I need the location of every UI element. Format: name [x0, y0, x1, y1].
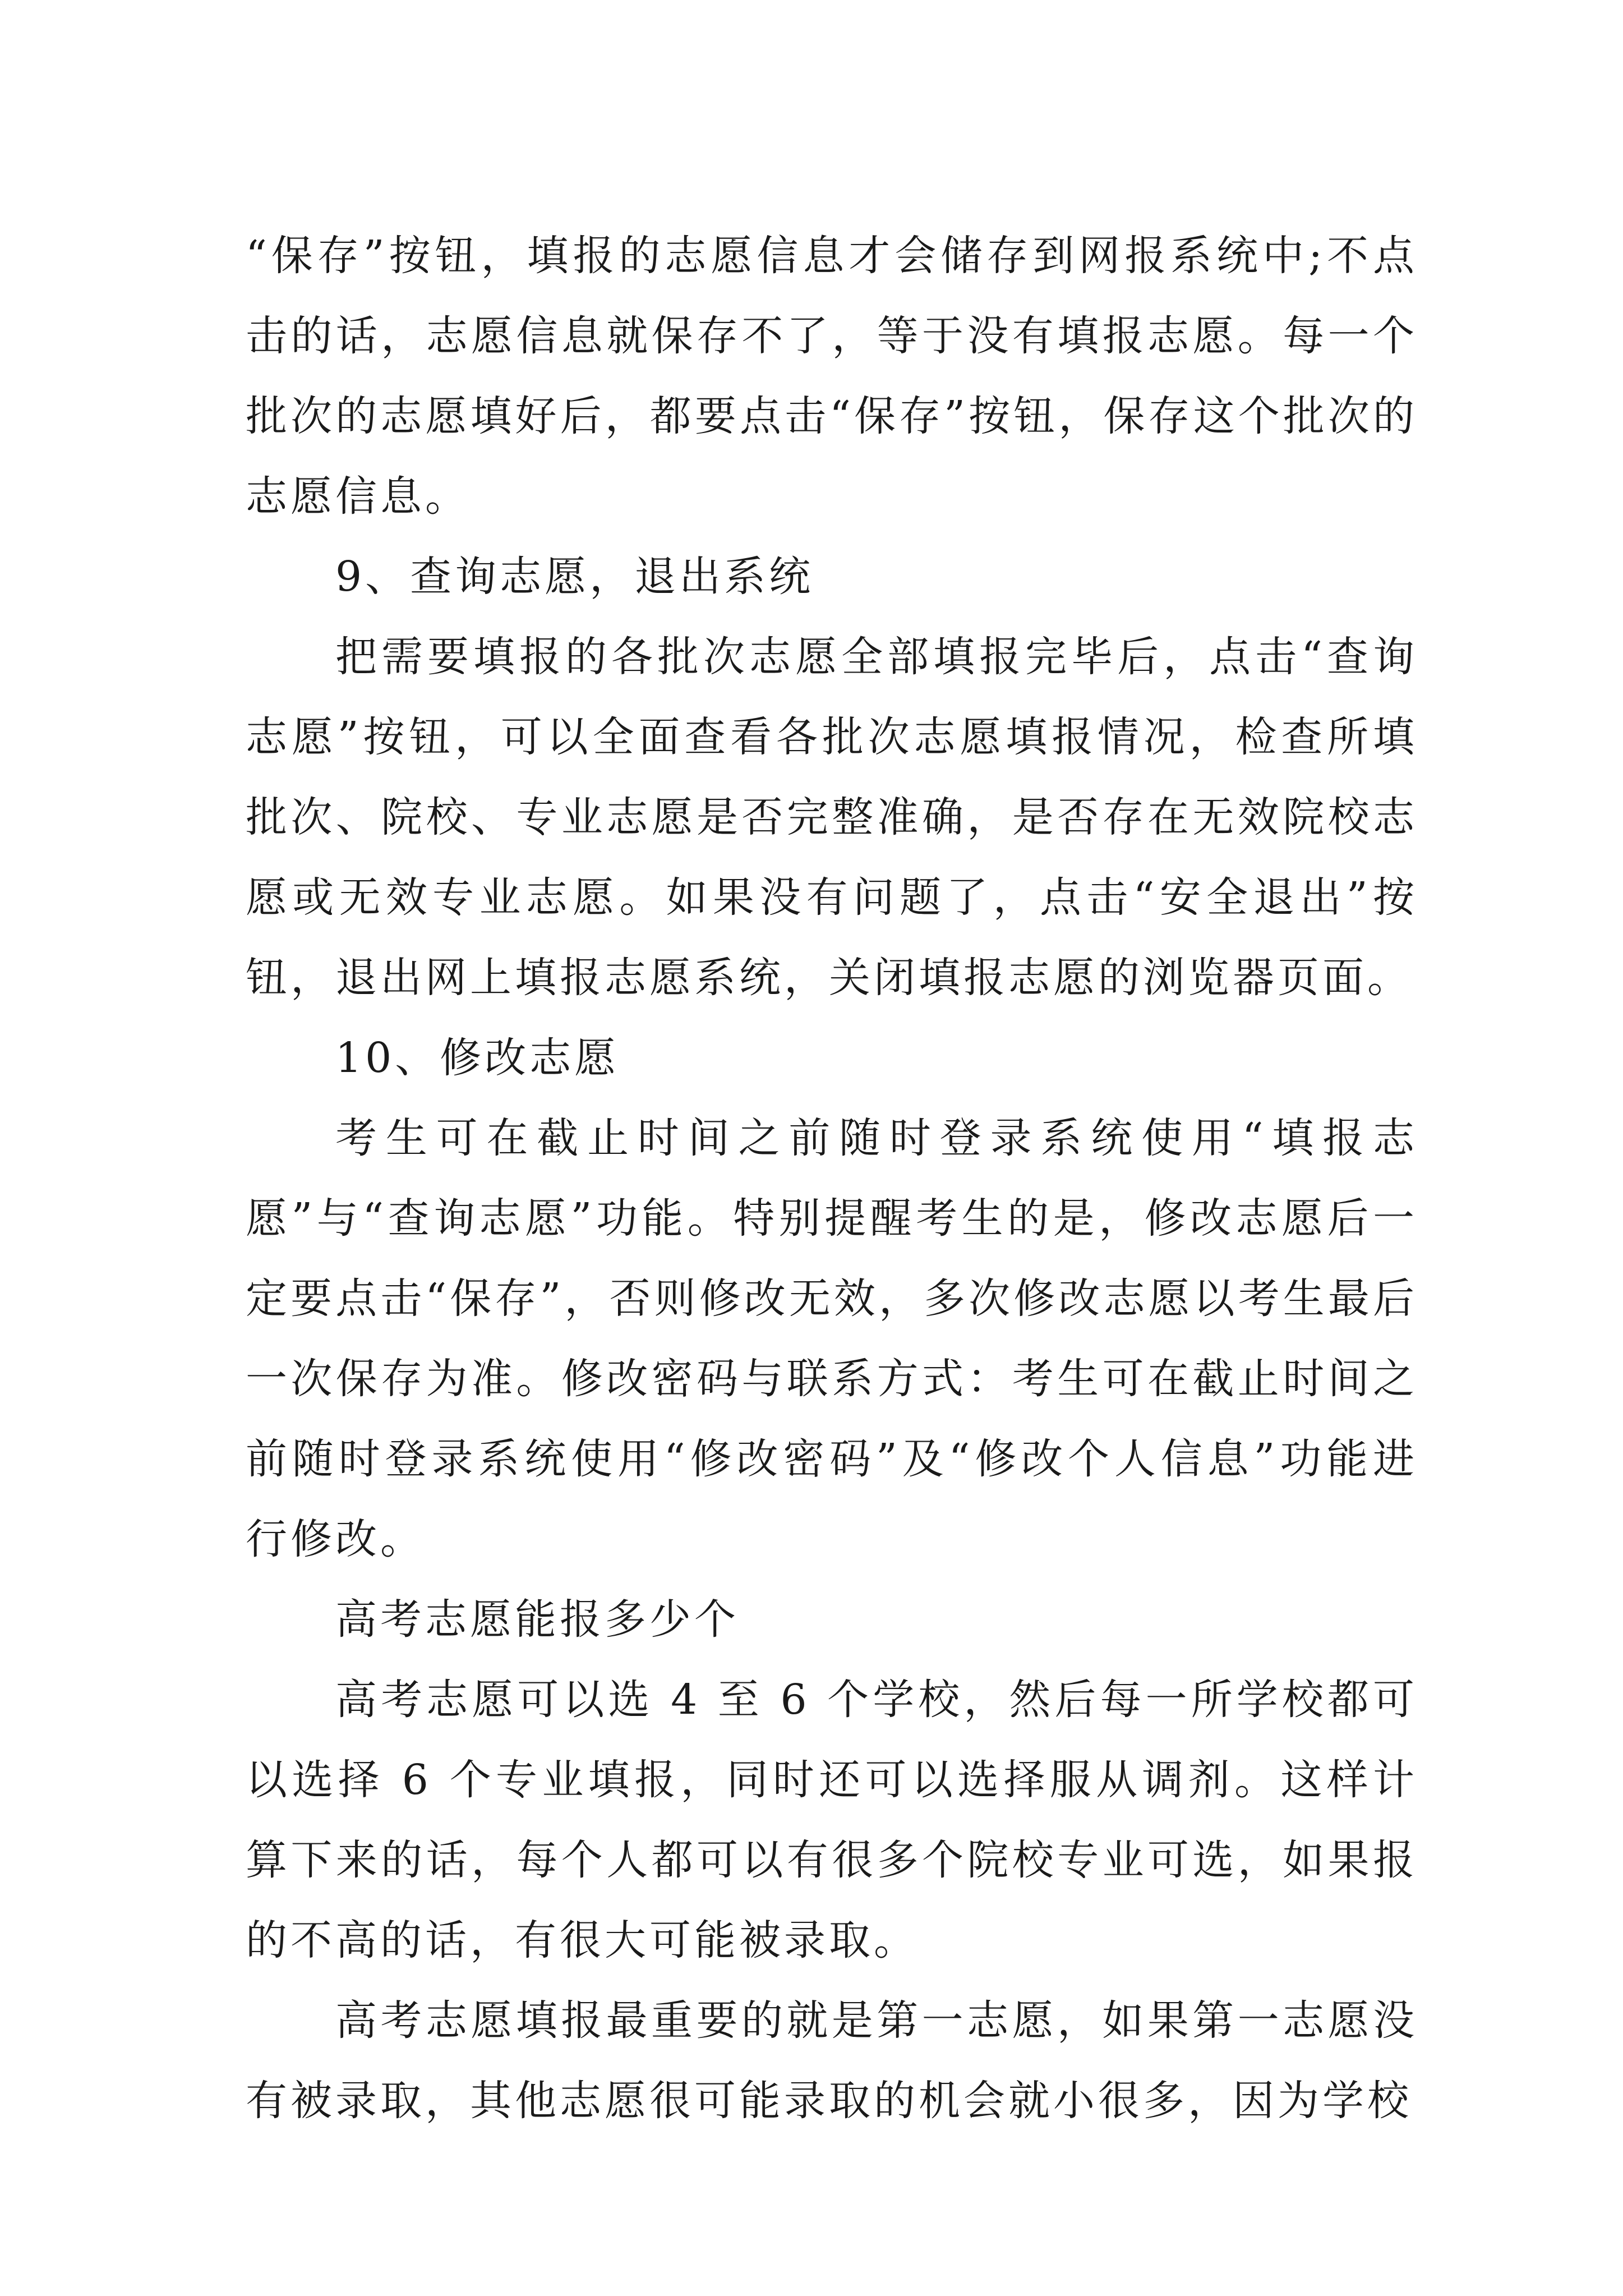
- paragraph-volunteer-count: 高考志愿可以选 4 至 6 个学校，然后每一所学校都可以选择 6 个专业填报，同时还可以选择服从调剂。这样计算下来的话，每个人都可以有很多个院校专业可选，如果报的不高的话，有很大可能被录取。: [246, 1676, 1418, 1964]
- document-page: [246, 216, 1418, 2247]
- paragraph-modify-volunteer: 考生可在截止时间之前随时登录系统使用“填报志愿”与“查询志愿”功能。特别提醒考生的是，修改志愿后一定要点击“保存”，否则修改无效，多次修改志愿以考生最后一次保存为准。修改密码与联系方式：考生可在截止时间之前随时登录系统使用“修改密码”及“修改个人信息”功能进行修改。: [246, 1114, 1418, 1563]
- heading-query-exit: 9、查询志愿，退出系统: [335, 553, 814, 601]
- heading-modify-volunteer: 10、修改志愿: [335, 1034, 620, 1082]
- paragraph-query-volunteer: 把需要填报的各批次志愿全部填报完毕后，点击“查询志愿”按钮，可以全面查看各批次志愿填报情况，检查所填批次、院校、专业志愿是否完整准确，是否存在无效院校志愿或无效专业志愿。如果没有问题了，点击“安全退出”按钮，退出网上填报志愿系统，关闭填报志愿的浏览器页面。: [246, 633, 1418, 1002]
- paragraph-first-volunteer: 高考志愿填报最重要的就是第一志愿，如果第一志愿没有被录取，其他志愿很可能录取的机会就小很多，因为学校: [246, 1996, 1418, 2125]
- heading-how-many-volunteers: 高考志愿能报多少个: [335, 1595, 739, 1644]
- paragraph-save-button: “保存”按钮，填报的志愿信息才会储存到网报系统中;不点击的话，志愿信息就保存不了，等于没有填报志愿。每一个批次的志愿填好后，都要点击“保存”按钮，保存这个批次的志愿信息。: [246, 232, 1418, 521]
